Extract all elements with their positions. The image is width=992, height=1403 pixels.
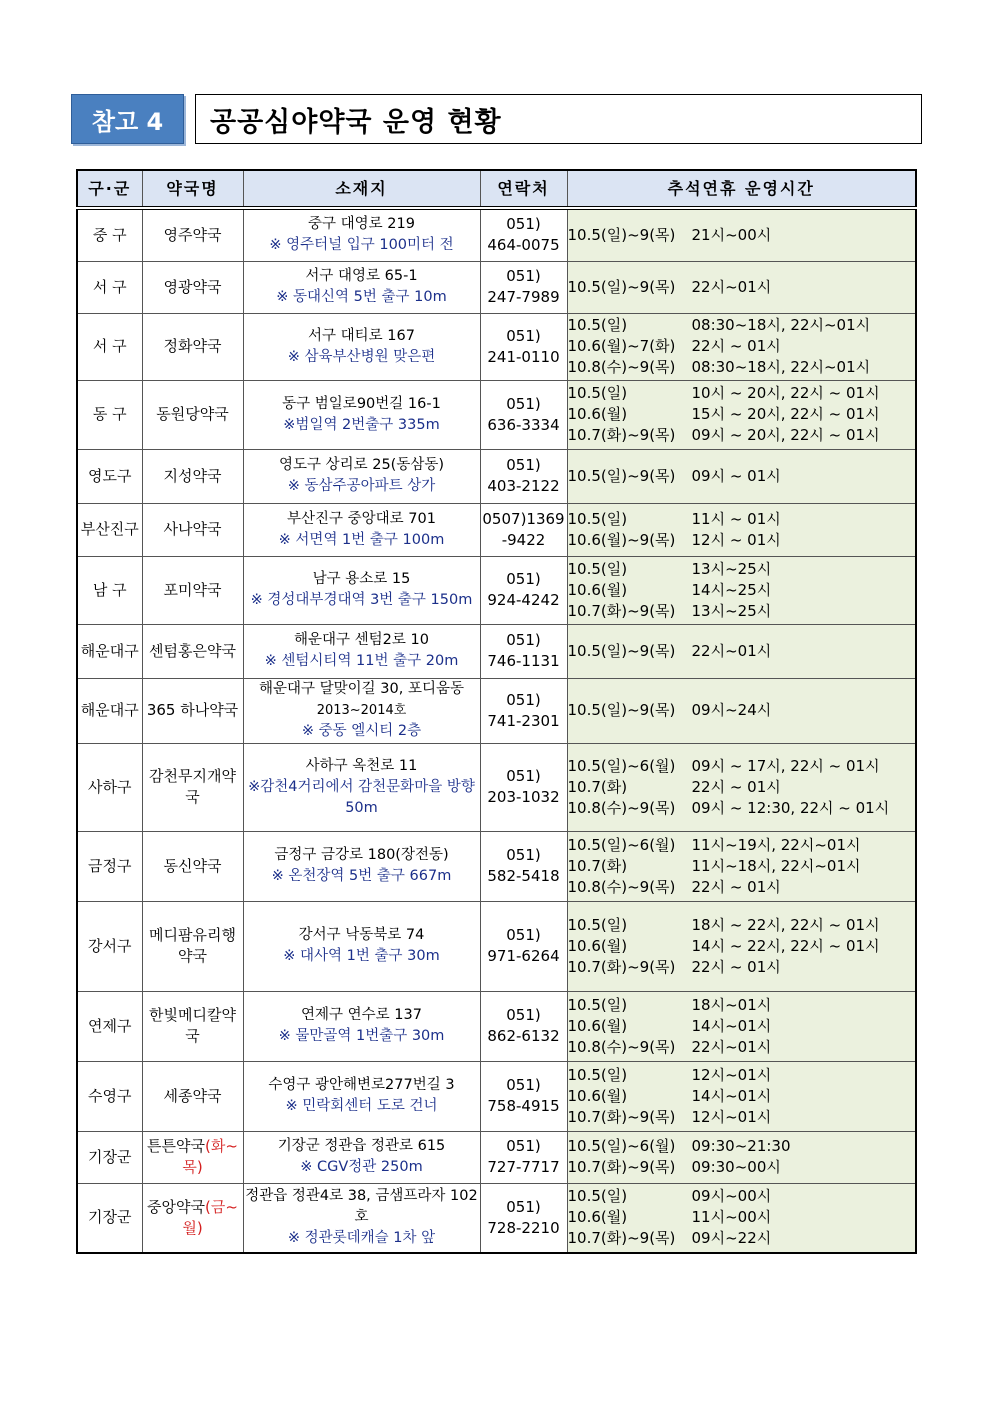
hours-line: [568, 957, 916, 978]
phone-number-part: -9422: [501, 530, 546, 549]
pharmacy-name-cell: [142, 678, 243, 743]
gu-cell: 기장군: [77, 1131, 142, 1183]
hours-cell: [567, 743, 916, 831]
phone-number-part: 051): [506, 1137, 541, 1155]
contact-cell: [480, 261, 567, 313]
location-note: ※ 물만골역 1번출구 30m: [278, 1028, 445, 1044]
pharmacy-name-cell: [142, 831, 243, 901]
hours-line: [568, 225, 916, 246]
phone-number-part: 051): [506, 846, 541, 864]
pharmacy-name: 동신약국: [163, 856, 222, 875]
phone-number-part: 051): [506, 926, 541, 944]
pharmacy-name-cell: [142, 901, 243, 991]
hours-cell: [567, 380, 916, 449]
pharmacy-name: 세종약국: [163, 1086, 222, 1105]
date-range: 10.5(일): [567, 559, 628, 578]
time-range: 12시~01시: [691, 1065, 772, 1084]
hours-line: [568, 1016, 916, 1037]
time-range: 18시 ~ 22시, 22시 ~ 01시: [691, 915, 880, 934]
location-note: ※ 정관롯데캐슬 1차 앞: [287, 1230, 436, 1247]
hours-cell: [567, 449, 916, 503]
pharmacy-name: 메디팜유리행약국: [149, 926, 236, 965]
contact-cell: [480, 556, 567, 624]
column-header-hours: 추석연휴 운영시간: [567, 170, 916, 208]
phone-number-part: 051): [506, 215, 541, 234]
contact-cell: [480, 901, 567, 991]
table-row: [77, 380, 916, 449]
location-cell: [243, 901, 480, 991]
contact-cell: [480, 1183, 567, 1253]
phone-number-part: 746-1131: [487, 652, 560, 670]
time-range: 09:30~21:30: [691, 1137, 791, 1155]
hours-line: [568, 777, 916, 798]
date-range: 10.5(일): [567, 384, 628, 402]
date-range: 10.6(월): [567, 1016, 628, 1035]
location-cell: [243, 380, 480, 449]
time-range: 15시 ~ 20시, 22시 ~ 01시: [691, 405, 880, 423]
hours-line: [568, 357, 916, 378]
contact-cell: [480, 743, 567, 831]
address: 부산진구 중앙대로 701: [287, 510, 436, 527]
table-row: [77, 313, 916, 380]
pharmacy-name-cell: [142, 380, 243, 449]
column-header-name: 약국명: [142, 170, 243, 208]
hours-line: [568, 1037, 916, 1058]
hours-cell: [567, 901, 916, 991]
pharmacy-name-cell: [142, 503, 243, 556]
hours-line: [568, 1186, 916, 1207]
contact-cell: [480, 831, 567, 901]
date-range: 10.7(화)~9(목): [567, 1107, 676, 1126]
pharmacy-name-cell: [142, 313, 243, 380]
gu-cell: 서 구: [77, 313, 142, 380]
phone-number-part: 051): [506, 1076, 541, 1094]
gu-cell: 중 구: [77, 208, 142, 261]
contact-cell: [480, 1061, 567, 1131]
pharmacy-name-cell: [142, 449, 243, 503]
location-cell: [243, 1061, 480, 1131]
pharmacy-name: 정화약국: [163, 337, 222, 355]
phone-number-part: 051): [506, 267, 541, 285]
time-range: 11시~00시: [691, 1208, 772, 1227]
table-row: [77, 1061, 916, 1131]
date-range: 10.5(일)~6(월): [567, 1137, 676, 1155]
hours-line: [568, 336, 916, 357]
gu-cell: 부산진구: [77, 503, 142, 556]
hours-line: [568, 1086, 916, 1107]
contact-cell: [480, 1131, 567, 1183]
hours-line: [568, 877, 916, 898]
location-note: ※ 동삼주공아파트 상가: [287, 478, 436, 494]
date-range: 10.7(화)~9(목): [567, 1229, 676, 1248]
time-range: 08:30~18시, 22시~01시: [691, 316, 871, 334]
time-range: 18시~01시: [691, 995, 772, 1014]
pharmacy-table: [76, 169, 917, 1254]
location-note: ※ 경성대부경대역 3번 출구 150m: [250, 592, 473, 608]
gu-cell: 해운대구: [77, 678, 142, 743]
time-range: 21시~00시: [691, 225, 772, 244]
hours-cell: [567, 313, 916, 380]
table-row: [77, 261, 916, 313]
hours-cell: [567, 208, 916, 261]
table-row: [77, 678, 916, 743]
time-range: 22시 ~ 01시: [691, 877, 781, 896]
hours-line: [568, 1157, 916, 1178]
address: 금정구 금강로 180(장전동): [274, 847, 449, 863]
time-range: 22시~01시: [691, 277, 772, 296]
hours-cell: [567, 991, 916, 1061]
gu-cell: 수영구: [77, 1061, 142, 1131]
date-range: 10.6(월): [567, 1086, 628, 1105]
pharmacy-name-cell: [142, 991, 243, 1061]
table-row: [77, 1131, 916, 1183]
phone-number-part: 051): [506, 394, 541, 413]
date-range: 10.7(화)~9(목): [567, 601, 676, 620]
gu-cell: 기장군: [77, 1183, 142, 1253]
phone-number-part: 862-6132: [487, 1027, 560, 1045]
hours-line: [568, 700, 916, 721]
date-range: 10.5(일): [567, 915, 628, 934]
operating-days-note: (금~월): [182, 1197, 238, 1237]
date-range: 10.5(일)~9(목): [567, 277, 676, 296]
hours-line: [568, 936, 916, 957]
address: 서구 대영로 65-1: [305, 268, 418, 284]
date-range: 10.5(일)~6(월): [567, 756, 676, 775]
date-range: 10.6(월): [567, 580, 628, 599]
address: 기장군 정관읍 정관로 615: [277, 1138, 446, 1154]
hours-line: [568, 915, 916, 936]
column-header-gu: 구·군: [77, 170, 142, 208]
location-cell: [243, 678, 480, 743]
phone-number-part: 403-2122: [487, 477, 560, 495]
date-range: 10.8(수)~9(목): [567, 798, 676, 817]
hours-line: [568, 601, 916, 622]
pharmacy-name-cell: [142, 261, 243, 313]
time-range: 09시~22시: [691, 1229, 772, 1248]
hours-cell: [567, 831, 916, 901]
location-note: ※ 민락회센터 도로 건너: [285, 1098, 438, 1114]
location-note: ※범일역 2번출구 335m: [283, 416, 440, 433]
location-cell: [243, 991, 480, 1061]
gu-cell: 해운대구: [77, 624, 142, 678]
time-range: 22시 ~ 01시: [691, 957, 781, 976]
time-range: 22시~01시: [691, 641, 772, 660]
phone-number-part: 728-2210: [487, 1218, 560, 1237]
hours-cell: [567, 1131, 916, 1183]
address: 사하구 옥천로 11: [305, 757, 418, 774]
hours-line: [568, 1136, 916, 1157]
contact-cell: [480, 313, 567, 380]
time-range: 22시~01시: [691, 1037, 772, 1056]
operating-days-note: (화~목): [182, 1137, 238, 1176]
pharmacy-name: 포미약국: [163, 580, 222, 599]
date-range: 10.7(화): [567, 777, 628, 796]
location-note: ※ 대사역 1번 출구 30m: [283, 948, 440, 964]
contact-cell: [480, 503, 567, 556]
time-range: 14시 ~ 22시, 22시 ~ 01시: [691, 936, 880, 955]
time-range: 22시 ~ 01시: [691, 337, 781, 355]
pharmacy-name: 중앙약국: [147, 1197, 206, 1216]
pharmacy-name-cell: [142, 1183, 243, 1253]
table-row: [77, 901, 916, 991]
time-range: 09:30~00시: [691, 1158, 781, 1176]
time-range: 09시 ~ 20시, 22시 ~ 01시: [691, 426, 880, 444]
pharmacy-name-cell: [142, 1061, 243, 1131]
time-range: 09시~24시: [691, 701, 772, 719]
phone-number-part: 051): [506, 767, 541, 785]
location-note: ※ 센텀시티역 11번 출구 20m: [264, 653, 459, 669]
contact-cell: [480, 208, 567, 261]
time-range: 11시~18시, 22시~01시: [691, 856, 861, 875]
location-note: ※ 중동 엘시티 2층: [301, 723, 422, 739]
contact-cell: [480, 449, 567, 503]
address: 남구 용소로 15: [312, 571, 411, 587]
location-cell: [243, 208, 480, 261]
gu-cell: 남 구: [77, 556, 142, 624]
hours-line: [568, 315, 916, 336]
hours-line: [568, 756, 916, 777]
contact-cell: [480, 991, 567, 1061]
time-range: 14시~01시: [691, 1016, 772, 1035]
location-cell: [243, 503, 480, 556]
date-range: 10.5(일)~9(목): [567, 225, 676, 244]
time-range: 13시~25시: [691, 559, 772, 578]
address: 동구 범일로90번길 16-1: [282, 395, 441, 412]
hours-cell: [567, 624, 916, 678]
hours-line: [568, 466, 916, 487]
hours-cell: [567, 678, 916, 743]
column-header-contact: 연락처: [480, 170, 567, 208]
gu-cell: 강서구: [77, 901, 142, 991]
pharmacy-name: 튼튼약국: [147, 1137, 206, 1155]
location-cell: [243, 1183, 480, 1253]
hours-line: [568, 580, 916, 601]
date-range: 10.7(화)~9(목): [567, 1158, 676, 1176]
date-range: 10.5(일): [567, 1187, 628, 1206]
pharmacy-name: 센텀홍은약국: [149, 641, 236, 660]
pharmacy-name: 한빛메디칼약국: [149, 1006, 236, 1045]
hours-line: [568, 559, 916, 580]
pharmacy-name: 영광약국: [163, 277, 222, 296]
location-note: ※ 서면역 1번 출구 100m: [278, 531, 445, 548]
time-range: 12시 ~ 01시: [691, 530, 781, 549]
date-range: 10.6(월): [567, 405, 628, 423]
time-range: 12시~01시: [691, 1107, 772, 1126]
pharmacy-name-cell: [142, 624, 243, 678]
table-row: [77, 743, 916, 831]
hours-line: [568, 856, 916, 877]
address: 연제구 연수로 137: [301, 1007, 422, 1023]
date-range: 10.7(화)~9(목): [567, 957, 676, 976]
time-range: 09시~00시: [691, 1187, 772, 1206]
time-range: 11시~19시, 22시~01시: [691, 835, 861, 854]
gu-cell: 동 구: [77, 380, 142, 449]
address: 중구 대영로 219: [308, 216, 415, 233]
address: 정관읍 정관4로 38, 금샘프라자 102호: [245, 1188, 478, 1226]
hours-line: [568, 509, 916, 530]
pharmacy-name: 365 하나약국: [146, 701, 239, 719]
pharmacy-name-cell: [142, 556, 243, 624]
date-range: 10.7(화)~9(목): [567, 426, 676, 444]
phone-number-part: 051): [506, 631, 541, 649]
phone-number-part: 247-7989: [487, 288, 560, 306]
address: 해운대구 달맞이길 30, 포디움동: [259, 681, 464, 697]
reference-badge: 참고 4: [71, 94, 184, 144]
phone-number-part: 051): [506, 1197, 541, 1216]
hours-line: [568, 995, 916, 1016]
time-range: 08:30~18시, 22시~01시: [691, 358, 871, 376]
table-row: [77, 1183, 916, 1253]
phone-number-part: 241-0110: [487, 347, 560, 366]
hours-cell: [567, 261, 916, 313]
date-range: 10.8(수)~9(목): [567, 358, 676, 376]
date-range: 10.5(일)~6(월): [567, 835, 676, 854]
hours-line: [568, 798, 916, 819]
address: 서구 대티로 167: [308, 327, 415, 344]
location-cell: [243, 261, 480, 313]
column-header-location: 소재지: [243, 170, 480, 208]
pharmacy-name: 감천무지개약국: [149, 767, 236, 806]
pharmacy-name: 사나약국: [163, 520, 222, 538]
hours-line: [568, 1228, 916, 1249]
time-range: 10시 ~ 20시, 22시 ~ 01시: [691, 384, 880, 402]
address: 수영구 광안해변로277번길 3: [268, 1077, 455, 1093]
location-note: ※ 영주터널 입구 100미터 전: [269, 237, 454, 254]
phone-number-part: 636-3334: [487, 415, 560, 434]
hours-line: [568, 383, 916, 404]
table-row: [77, 624, 916, 678]
phone-number-part: 727-7717: [487, 1158, 560, 1176]
phone-number-part: 051): [506, 690, 541, 709]
hours-line: [568, 835, 916, 856]
gu-cell: 사하구: [77, 743, 142, 831]
location-cell: [243, 624, 480, 678]
hours-cell: [567, 1183, 916, 1253]
date-range: 10.5(일)~9(목): [567, 466, 676, 485]
contact-cell: [480, 678, 567, 743]
date-range: 10.6(월)~7(화): [567, 337, 676, 355]
date-range: 10.8(수)~9(목): [567, 1037, 676, 1056]
hours-cell: [567, 556, 916, 624]
date-range: 10.6(월): [567, 936, 628, 955]
table-row: [77, 208, 916, 261]
time-range: 09시 ~ 12:30, 22시 ~ 01시: [691, 798, 890, 817]
hours-line: [568, 1065, 916, 1086]
gu-cell: 영도구: [77, 449, 142, 503]
phone-number-part: 051): [506, 456, 541, 474]
date-range: 10.6(월): [567, 1208, 628, 1227]
location-cell: [243, 743, 480, 831]
location-note: ※ CGV정관 250m: [300, 1159, 423, 1175]
date-range: 10.8(수)~9(목): [567, 877, 676, 896]
pharmacy-name-cell: [142, 208, 243, 261]
page-header: [71, 94, 922, 144]
time-range: 14시~25시: [691, 580, 772, 599]
location-cell: [243, 313, 480, 380]
location-cell: [243, 556, 480, 624]
table-row: [77, 556, 916, 624]
hours-line: [568, 425, 916, 446]
location-note: ※ 삼육부산병원 맞은편: [287, 348, 436, 365]
hours-line: [568, 404, 916, 425]
address: 강서구 낙동북로 74: [298, 927, 425, 943]
hours-cell: [567, 503, 916, 556]
gu-cell: 서 구: [77, 261, 142, 313]
table-row: [77, 449, 916, 503]
address-detail: 2013~2014호: [316, 703, 407, 718]
page-title: 공공심야약국 운영 현황: [195, 94, 922, 144]
date-range: 10.5(일): [567, 316, 628, 334]
hours-cell: [567, 1061, 916, 1131]
hours-line: [568, 1107, 916, 1128]
location-cell: [243, 1131, 480, 1183]
gu-cell: 연제구: [77, 991, 142, 1061]
time-range: 22시 ~ 01시: [691, 777, 781, 796]
time-range: 11시 ~ 01시: [691, 509, 781, 528]
table-row: [77, 991, 916, 1061]
phone-number-part: 971-6264: [487, 947, 560, 965]
hours-line: [568, 530, 916, 551]
table-header-row: [77, 170, 916, 208]
pharmacy-name: 영주약국: [163, 225, 222, 244]
location-cell: [243, 449, 480, 503]
phone-number-part: 051): [506, 570, 541, 588]
phone-number-part: 741-2301: [487, 711, 560, 730]
time-range: 09시 ~ 01시: [691, 466, 781, 485]
time-range: 13시~25시: [691, 601, 772, 620]
phone-number-part: 758-4915: [487, 1097, 560, 1115]
hours-line: [568, 1207, 916, 1228]
time-range: 09시 ~ 17시, 22시 ~ 01시: [691, 756, 880, 775]
date-range: 10.5(일): [567, 995, 628, 1014]
table-row: [77, 503, 916, 556]
location-note: ※ 동대신역 5번 출구 10m: [276, 289, 447, 305]
date-range: 10.7(화): [567, 856, 628, 875]
date-range: 10.6(월)~9(목): [567, 530, 676, 549]
hours-line: [568, 641, 916, 662]
contact-cell: [480, 380, 567, 449]
date-range: 10.5(일): [567, 509, 628, 528]
pharmacy-name: 동원당약국: [156, 405, 229, 423]
location-note: ※감천4거리에서 감천문화마을 방향 50m: [248, 778, 475, 816]
date-range: 10.5(일)~9(목): [567, 701, 676, 719]
phone-number-part: 203-1032: [487, 788, 560, 806]
pharmacy-name-cell: [142, 1131, 243, 1183]
pharmacy-name-cell: [142, 743, 243, 831]
phone-number-part: 582-5418: [487, 867, 560, 885]
date-range: 10.5(일): [567, 1065, 628, 1084]
phone-number-part: 924-4242: [487, 591, 560, 609]
hours-line: [568, 277, 916, 298]
pharmacy-name: 지성약국: [163, 466, 222, 485]
table-row: [77, 831, 916, 901]
phone-number-part: 464-0075: [487, 236, 560, 255]
address: 해운대구 센텀2로 10: [294, 632, 429, 648]
time-range: 14시~01시: [691, 1086, 772, 1105]
location-note: ※ 온천장역 5번 출구 667m: [271, 868, 452, 884]
phone-number-part: 051): [506, 326, 541, 345]
phone-number-part: 051): [506, 1006, 541, 1024]
location-cell: [243, 831, 480, 901]
address: 영도구 상리로 25(동삼동): [278, 457, 445, 473]
gu-cell: 금정구: [77, 831, 142, 901]
date-range: 10.5(일)~9(목): [567, 641, 676, 660]
contact-cell: [480, 624, 567, 678]
phone-number-part: 0507)1369: [482, 509, 565, 528]
